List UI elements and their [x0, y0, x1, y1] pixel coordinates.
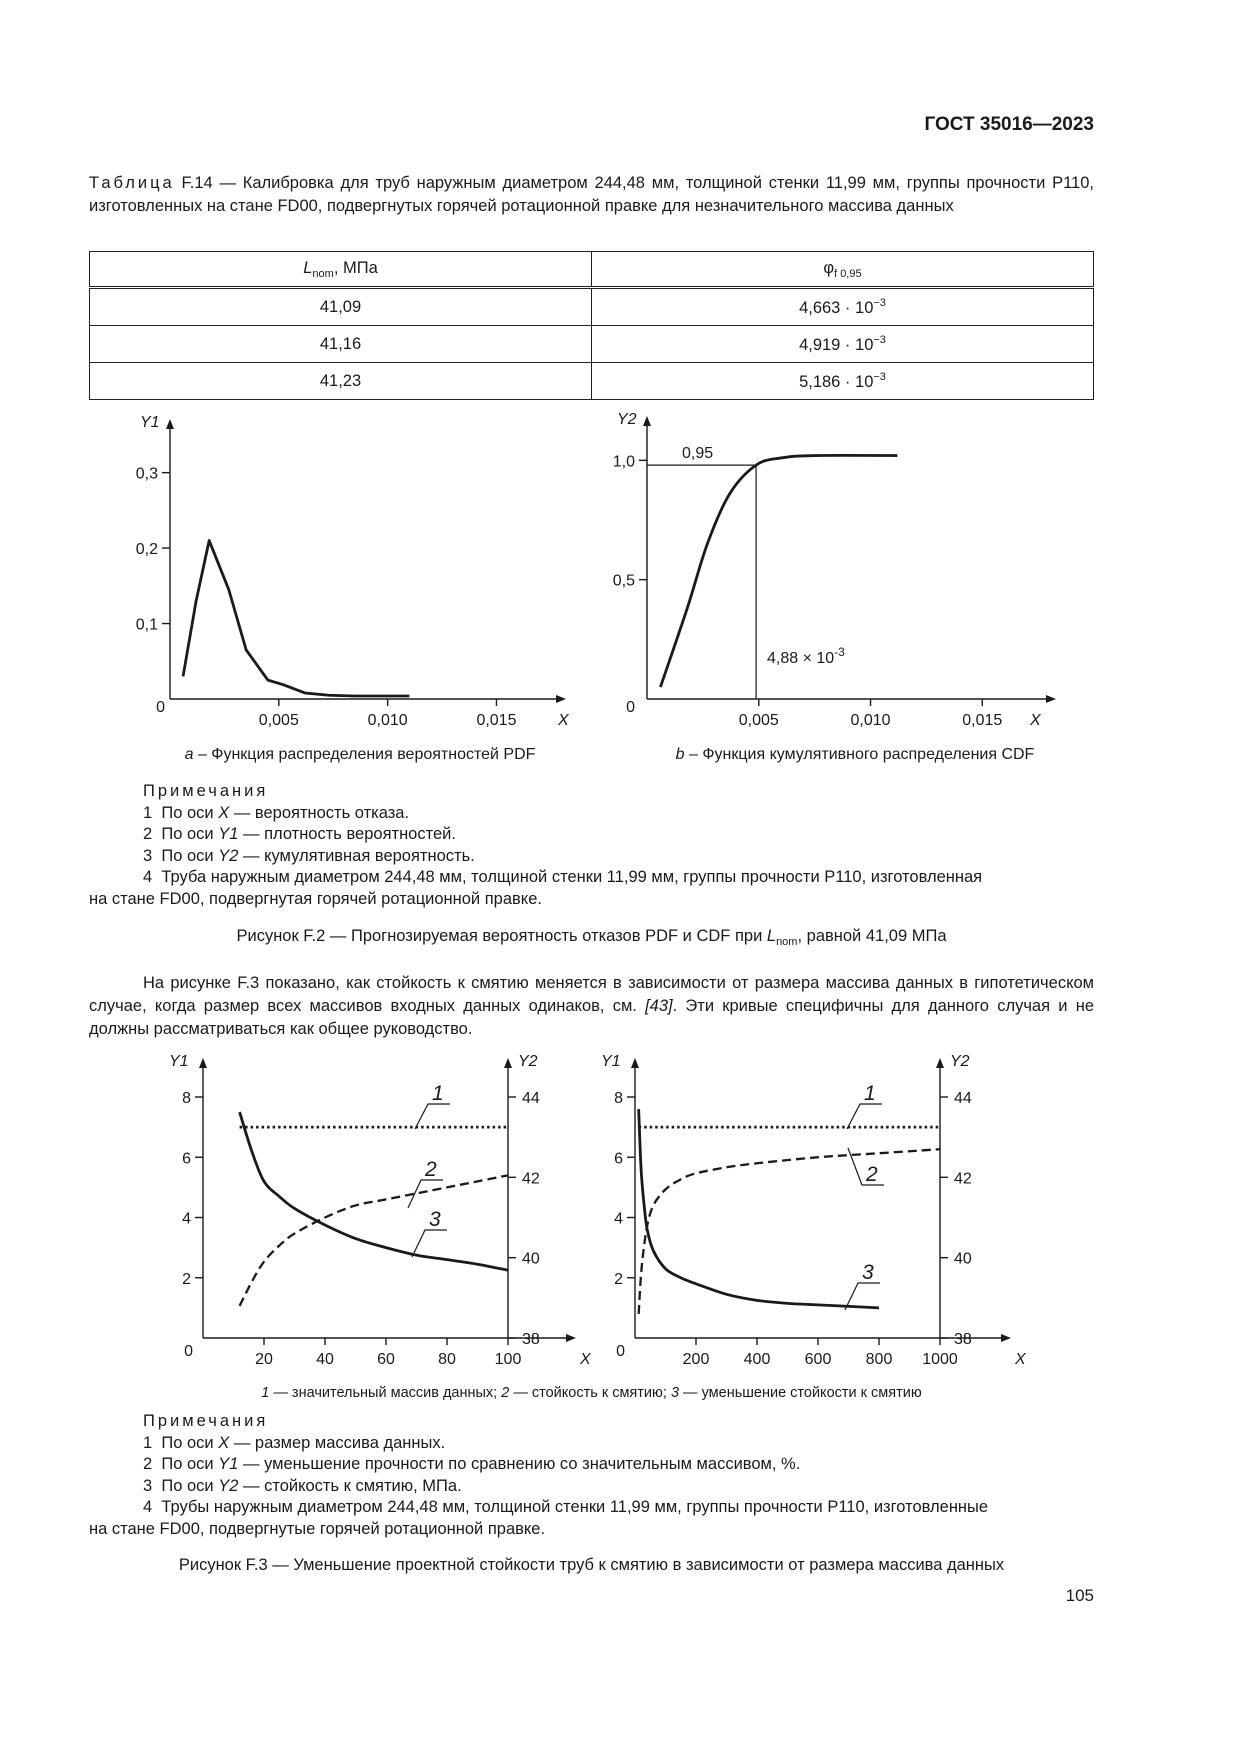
note-text: По оси: [161, 846, 219, 865]
x-mark-value: 4,88 × 10: [767, 650, 835, 667]
series-2-label: 2: [866, 1163, 878, 1186]
lnom-subscript: nom: [312, 267, 334, 280]
table-cell-lnom: 41,16: [90, 326, 592, 363]
legend-number: 1: [261, 1385, 270, 1401]
series-3-line: [639, 1109, 879, 1308]
note-continuation: на стане FD00, подвергнутые горячей ротационной правке.: [89, 1519, 546, 1538]
subcaption-a-letter: a: [184, 746, 194, 763]
subcaption-a-text: – Функция распределения вероятностей PDF: [193, 746, 536, 763]
note-text: — стойкость к смятию, МПа.: [238, 1476, 462, 1495]
origin-label: 0: [156, 699, 165, 716]
note-axis: Y1: [218, 1455, 239, 1473]
note-continuation: на стане FD00, подвергнутая горячей ротационной правке.: [89, 889, 542, 908]
y1-axis-label: Y1: [140, 414, 160, 431]
x-tick-label: 0,015: [962, 712, 1003, 729]
y2-axis-label: Y2: [950, 1053, 970, 1070]
x-tick-label: 20: [255, 1351, 273, 1368]
figure3-legend: [89, 1385, 1094, 1401]
series-1-label: 1: [432, 1082, 444, 1105]
y2-axis-label: Y2: [518, 1053, 538, 1070]
note-number: 3: [143, 846, 153, 865]
phi-subscript: f 0,95: [834, 267, 862, 280]
series-3-label: 3: [862, 1261, 874, 1284]
note-number: 3: [143, 1476, 153, 1495]
note-number: 1: [143, 803, 153, 822]
x-tick-label: 80: [438, 1351, 456, 1368]
y2-tick-label: 40: [954, 1250, 972, 1268]
x-tick-label: 400: [743, 1351, 771, 1368]
series-3-label: 3: [429, 1208, 441, 1231]
y2-axis-arrow: [936, 1058, 944, 1068]
y2-tick-label: 40: [522, 1250, 540, 1268]
x-tick-label: 0,010: [367, 712, 408, 729]
origin-label: 0: [616, 1343, 625, 1360]
note-text: По оси: [161, 825, 219, 843]
y2-axis-label: Y2: [617, 411, 637, 428]
figure2-title-text: Рисунок F.2 — Прогнозируемая вероятность отказов PDF и CDF при: [236, 927, 767, 945]
note-axis: Y1: [218, 825, 239, 843]
figure2-title-subscript: nom: [776, 936, 798, 948]
y1-axis-label: Y1: [169, 1053, 189, 1070]
y2-tick-label: 44: [522, 1090, 540, 1107]
y2-tick-label: 44: [954, 1090, 972, 1107]
x-tick-label: 800: [865, 1351, 893, 1368]
note-text: — уменьшение прочности по сравнению со значительным массивом, %.: [238, 1455, 801, 1473]
note-text: Труба наружным диаметром 244,48 мм, толщиной стенки 11,99 мм, группы прочности P110, изготовленная: [161, 868, 983, 886]
subcaption-b-text: – Функция кумулятивного распределения CDF: [684, 746, 1035, 763]
level-annotation: 0,95: [682, 445, 714, 463]
x-tick-label: 0,010: [850, 712, 891, 729]
x-tick-label: 200: [682, 1351, 710, 1368]
figure2-title-symbol: L: [766, 927, 777, 945]
y-tick-label: 0,3: [135, 465, 158, 483]
x-axis-label: X: [580, 1351, 591, 1368]
note-number: 4: [143, 868, 153, 886]
x-tick-label: 0,005: [738, 712, 779, 729]
note-axis: X: [218, 1433, 230, 1452]
note-number: 2: [143, 825, 153, 843]
y1-tick-label: 8: [614, 1090, 623, 1107]
y1-axis-label: Y1: [601, 1053, 621, 1070]
note-item: [143, 1454, 1094, 1476]
phi-exponent: −3: [873, 370, 886, 383]
note-text: — размер массива данных.: [229, 1433, 446, 1452]
note-number: 2: [143, 1455, 153, 1473]
legend-number: 3: [670, 1385, 680, 1401]
y-tick-label: 0,5: [612, 572, 635, 590]
x-tick-label: 100: [494, 1351, 522, 1368]
x-axis-arrow: [1001, 1334, 1011, 1342]
lnom-unit: , МПа: [333, 258, 378, 277]
note-axis: Y2: [218, 1476, 239, 1495]
x-tick-label: 0,015: [476, 712, 517, 729]
table-caption-label: Таблица: [89, 174, 175, 192]
table-cell-lnom: 41,09: [90, 288, 592, 326]
y2-tick-label: 42: [522, 1170, 540, 1188]
series-2-label: 2: [425, 1158, 437, 1181]
phi-exponent: −3: [873, 333, 886, 346]
notes-title: Примечания: [143, 782, 269, 800]
figure3-title: Рисунок F.3 — Уменьшение проектной стойкости труб к смятию в зависимости от размера массива данных: [178, 1556, 1005, 1574]
y1-tick-label: 4: [614, 1210, 623, 1228]
y1-axis-arrow: [631, 1058, 639, 1068]
x-tick-label: 600: [804, 1351, 832, 1368]
standard-header: ГОСТ 35016—2023: [924, 114, 1094, 135]
note-number: 4: [143, 1498, 153, 1516]
figure2-title-text: , равной 41,09 МПа: [797, 927, 947, 945]
legend-text: — уменьшение стойкости к смятию: [679, 1385, 922, 1401]
x-tick-label: 1000: [922, 1351, 958, 1368]
note-text: По оси: [161, 1455, 219, 1473]
figure3-notes: [89, 1411, 1094, 1540]
note-item: [143, 1476, 1094, 1498]
note-axis: X: [218, 803, 230, 822]
note-axis: Y2: [218, 846, 239, 865]
y-tick-label: 0,1: [135, 616, 158, 634]
legend-text: — значительный массив данных;: [269, 1385, 502, 1401]
phi-value: 4,663 · 10: [799, 298, 874, 317]
y1-tick-label: 4: [182, 1210, 191, 1228]
y-tick-label: 1,0: [612, 453, 635, 471]
reference-link: [43]: [645, 997, 673, 1015]
y1-tick-label: 6: [182, 1150, 191, 1168]
series-2-line: [639, 1149, 940, 1314]
phi-exponent: −3: [873, 296, 886, 309]
lnom-symbol: L: [303, 258, 313, 277]
note-text: Трубы наружным диаметром 244,48 мм, толщиной стенки 11,99 мм, группы прочности P110, изготовленные: [161, 1498, 989, 1516]
y1-tick-label: 8: [182, 1090, 191, 1107]
page-number: 105: [1065, 1586, 1094, 1605]
note-item: [143, 1433, 1094, 1455]
y2-tick-label: 38: [954, 1331, 972, 1348]
x-axis-label: X: [1030, 712, 1041, 729]
table-caption-text: F.14 — Калибровка для труб наружным диаметром 244,48 мм, толщиной стенки 11,99 мм, группы прочности P110, изготовленных на стане FD00, подвергнутых горячей ротационной правке для незначительного массива данных: [89, 174, 1094, 215]
note-text: По оси: [161, 1433, 219, 1452]
note-text: — плотность вероятностей.: [238, 825, 456, 843]
callout-leader: [847, 1104, 882, 1129]
x-tick-label: 0,005: [258, 712, 299, 729]
note-text: — кумулятивная вероятность.: [238, 846, 475, 865]
legend-number: 2: [501, 1385, 510, 1401]
y1-tick-label: 2: [614, 1270, 623, 1288]
y2-tick-label: 38: [522, 1331, 540, 1348]
paragraph-text: На рисунке F.3 показано, как стойкость к смятию меняется в зависимости от размера массива данных в гипотетическом случае, когда размер всех массивов входных данных одинаков, см.: [89, 974, 1094, 1015]
x-tick-label: 60: [377, 1351, 395, 1368]
y1-tick-label: 2: [182, 1270, 191, 1288]
note-item: [143, 1497, 1094, 1519]
notes-title: Примечания: [143, 1412, 269, 1430]
phi-symbol: φ: [823, 258, 835, 277]
y2-tick-label: 42: [954, 1170, 972, 1188]
note-text: — вероятность отказа.: [229, 803, 410, 822]
subcaption-b-letter: b: [675, 746, 685, 763]
x-mark-exponent: -3: [834, 645, 845, 659]
note-number: 1: [143, 1433, 153, 1452]
x-axis-label: X: [1015, 1351, 1026, 1368]
legend-text: — стойкость к смятию;: [509, 1385, 671, 1401]
origin-label: 0: [184, 1343, 193, 1360]
origin-label: 0: [626, 699, 635, 716]
paragraph-text: . Эти кривые специфичны для данного случая и не должны рассматриваться как общее руководство.: [89, 997, 1094, 1038]
x-tick-label: 40: [316, 1351, 334, 1368]
y1-tick-label: 6: [614, 1150, 623, 1168]
table-cell-lnom: 41,23: [90, 363, 592, 400]
phi-value: 5,186 · 10: [799, 372, 874, 391]
y-tick-label: 0,2: [135, 541, 158, 559]
x-axis-label: X: [558, 712, 569, 729]
note-text: По оси: [161, 803, 219, 822]
series-1-label: 1: [864, 1082, 876, 1105]
note-text: По оси: [161, 1476, 219, 1495]
phi-value: 4,919 · 10: [799, 335, 874, 354]
